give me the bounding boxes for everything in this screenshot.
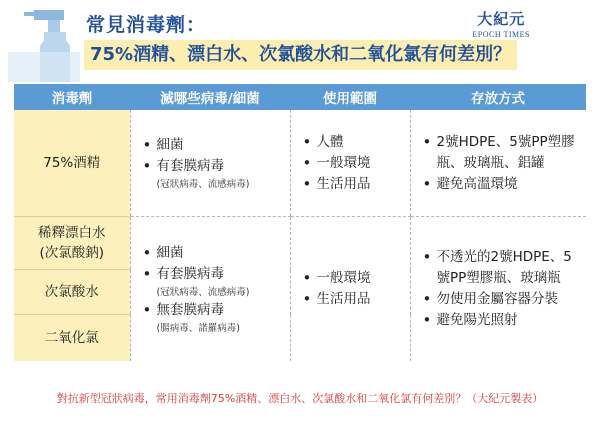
list-item: • 避免高溫環境: [421, 174, 577, 195]
agent-cell: [14, 217, 130, 270]
storage-cell: [410, 217, 586, 362]
table-row: [14, 110, 586, 217]
list-item: • 避免陽光照射: [421, 310, 577, 331]
list-item: • 有套膜病毒: [141, 264, 280, 285]
agent-name: 二氧化氯: [44, 330, 99, 346]
spray-bottle-icon: [8, 6, 80, 82]
agent-cell: [14, 315, 130, 362]
list-item: • 不透光的2號HDPE、5號PP塑膠瓶、玻璃瓶: [421, 247, 577, 289]
agent-cell: [14, 270, 130, 315]
list-note: (冠狀病毒、流感病毒): [156, 178, 250, 190]
header-kills: 滅哪些病毒/細菌: [130, 84, 290, 110]
agent-name: 次氯酸水: [44, 284, 99, 300]
header-agent: 消毒劑: [14, 84, 130, 110]
list-item: • 無套膜病毒: [141, 300, 280, 321]
list-item: • 一般環境: [301, 153, 400, 174]
list-item: • 勿使用金屬容器分裝: [421, 289, 577, 310]
usage-cell: [290, 217, 410, 362]
list-item: • 細菌: [141, 243, 280, 264]
table-header-row: [14, 84, 586, 110]
list-item: • 生活用品: [301, 174, 400, 195]
header-storage: 存放方式: [410, 84, 586, 110]
table-row: [14, 217, 586, 270]
agent-name: 稀釋漂白水: [38, 225, 106, 241]
header: [0, 0, 600, 82]
agent-cell: [14, 110, 130, 217]
list-item: • 細菌: [141, 135, 280, 156]
title-line-1: 常見消毒劑：: [86, 14, 207, 36]
kills-cell: [130, 217, 290, 362]
epoch-times-logo: [472, 8, 530, 39]
logo-english: EPOCH TIMES: [472, 30, 530, 39]
kills-cell: [130, 110, 290, 217]
header-usage: 使用範圍: [290, 84, 410, 110]
agent-name: 75%酒精: [43, 155, 101, 171]
list-note: (腸病毒、諾羅病毒): [156, 322, 240, 334]
list-item: • 人體: [301, 132, 400, 153]
list-note: (冠狀病毒、流感病毒): [156, 286, 250, 298]
title-line-2: 75%酒精、漂白水、次氯酸水和二氧化氯有何差別？: [84, 40, 517, 70]
agent-name: (次氯酸鈉): [39, 245, 105, 261]
usage-cell: [290, 110, 410, 217]
list-item: • 一般環境: [301, 268, 400, 289]
list-item: • 有套膜病毒: [141, 156, 280, 177]
logo-chinese: 大紀元: [477, 10, 526, 28]
storage-cell: [410, 110, 586, 217]
comparison-table: [14, 84, 586, 361]
list-item: • 2號HDPE、5號PP塑膠瓶、玻璃瓶、鋁罐: [421, 132, 577, 174]
caption: 對抗新型冠狀病毒，常用消毒劑75%酒精、漂白水、次氯酸水和二氧化氯有何差別？（大紀元製表）: [56, 392, 544, 405]
list-item: • 生活用品: [301, 289, 400, 310]
